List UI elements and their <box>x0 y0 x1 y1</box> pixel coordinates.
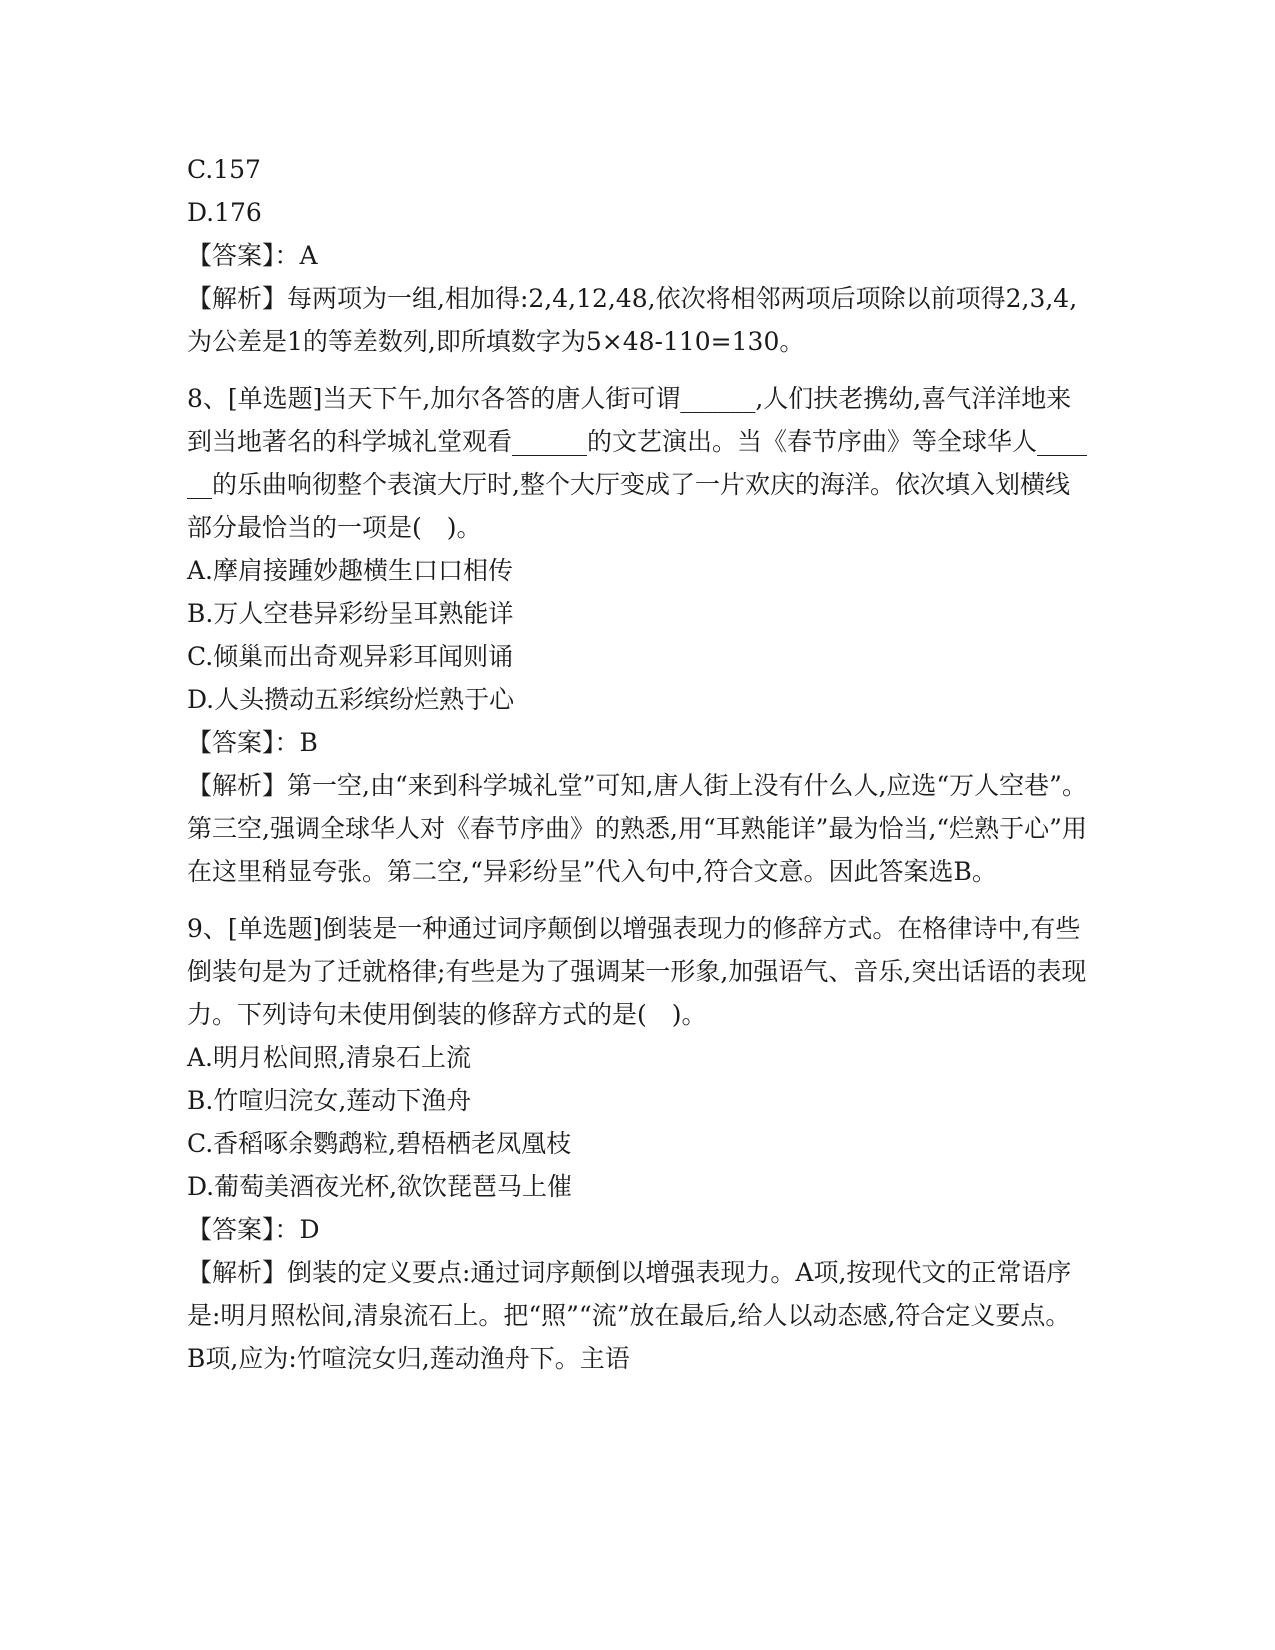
option-c: C.香稻啄余鹦鹉粒,碧梧栖老凤凰枝 <box>187 1129 572 1158</box>
question-stem: 9、[单选题]倒装是一种通过词序颠倒以增强表现力的修辞方式。在格律诗中,有些倒装句是为了迁就格律;有些是为了强调某一形象,加强语气、音乐,突出话语的表现力。下列诗句未使用倒装的修辞方式的是( )。 <box>187 914 1087 1029</box>
answer-line: 【答案】：D <box>187 1215 320 1244</box>
option-b: B.竹喧归浣女,莲动下渔舟 <box>187 1086 472 1115</box>
spacer <box>187 893 1087 907</box>
answer-line: 【答案】：B <box>187 728 318 757</box>
previous-question <box>187 148 1087 363</box>
question-8 <box>187 377 1087 893</box>
option-c: C.倾巢而出奇观异彩耳闻则诵 <box>187 642 514 671</box>
option-c: C.157 <box>187 155 261 184</box>
option-a: A.明月松间照,清泉石上流 <box>187 1043 471 1072</box>
explanation-paragraph: 【解析】每两项为一组,相加得:2,4,12,48,依次将相邻两项后项除以前项得2,3,4,为公差是1的等差数列,即所填数字为5×48-110=130。 <box>187 284 1078 356</box>
option-a: A.摩肩接踵妙趣横生口口相传 <box>187 556 514 585</box>
explanation-paragraph: 【解析】倒装的定义要点:通过词序颠倒以增强表现力。A项,按现代文的正常语序是:明月照松间,清泉流石上。把“照”“流”放在最后,给人以动态感,符合定义要点。B项,应为:竹喧浣女归,莲动渔舟下。主语 <box>187 1258 1072 1373</box>
option-d: D.葡萄美酒夜光杯,欲饮琵琶马上催 <box>187 1172 573 1201</box>
option-d: D.人头攒动五彩缤纷烂熟于心 <box>187 685 515 714</box>
option-d: D.176 <box>187 198 262 227</box>
document-content <box>187 148 1087 1380</box>
question-stem: 8、[单选题]当天下午,加尔各答的唐人街可谓______,人们扶老携幼,喜气洋洋地来到当地著名的科学城礼堂观看______的文艺演出。当《春节序曲》等全球华人______的乐曲响彻整个表演大厅时,整个大厅变成了一片欢庆的海洋。依次填入划横线部分最恰当的一项是( )。 <box>187 384 1088 542</box>
spacer <box>187 363 1087 377</box>
option-b: B.万人空巷异彩纷呈耳熟能详 <box>187 599 514 628</box>
answer-line: 【答案】：A <box>187 241 318 270</box>
explanation-paragraph: 【解析】第一空,由“来到科学城礼堂”可知,唐人街上没有什么人,应选“万人空巷”。第三空,强调全球华人对《春节序曲》的熟悉,用“耳熟能详”最为恰当,“烂熟于心”用在这里稍显夸张。第二空,“异彩纷呈”代入句中,符合文意。因此答案选B。 <box>187 771 1087 886</box>
question-9 <box>187 907 1087 1380</box>
